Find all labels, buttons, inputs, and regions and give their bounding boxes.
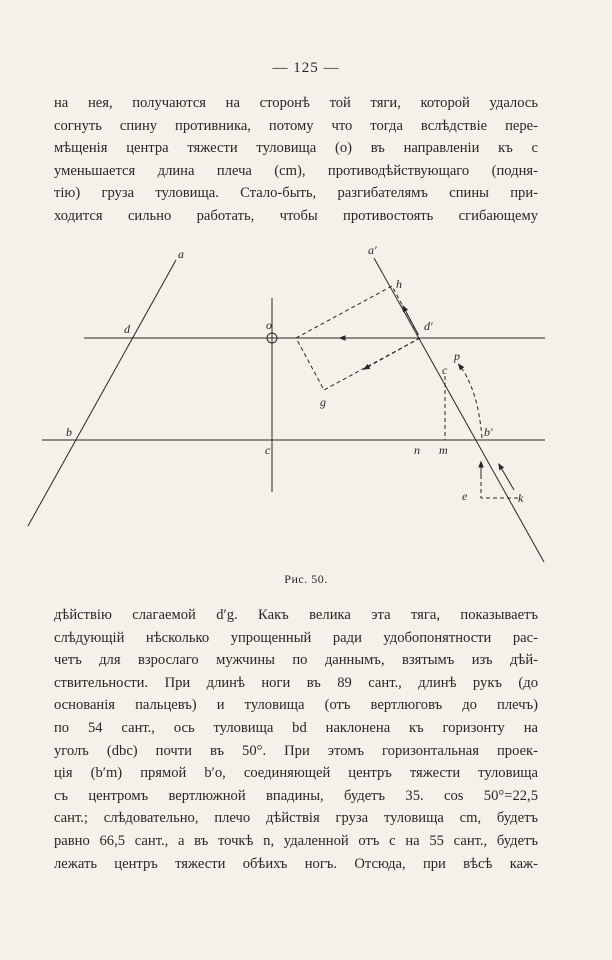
- text-line: согнуть спину противника, потому что тогда вслѣдствіе пере-: [54, 117, 538, 134]
- text-line: ходится сильно работать, чтобы противостоять сгибающему: [54, 207, 538, 224]
- top-paragraph: [54, 92, 538, 228]
- text-line: основанія пальцевъ) и туловища (отъ вертлюговъ до плечъ): [54, 697, 538, 714]
- label-h: h: [396, 277, 402, 291]
- label-p: p: [454, 349, 460, 363]
- text-line: ствительности. При длинѣ ноги въ 89 сант., длинѣ рукъ (до: [54, 674, 538, 691]
- label-k: k: [518, 491, 524, 505]
- force-arrow-dg: [366, 338, 420, 368]
- text-line: тію) груза туловища. Стало-быть, разгибателямъ спины при-: [54, 185, 538, 202]
- text-line: мѣщенія центра тяжести туловища (o) въ направленіи къ c: [54, 140, 538, 157]
- label-c-upper: c: [442, 363, 448, 377]
- label-a-prime: a′: [368, 243, 377, 257]
- label-o: o: [266, 318, 272, 332]
- geometry-diagram: [0, 230, 612, 570]
- text-line: четъ для взрослаго мужчины по даннымъ, взятымъ изъ дѣй-: [54, 652, 538, 669]
- text-line: слѣдующій нѣсколько упрощенный ради удобопонятности рас-: [54, 629, 538, 646]
- label-b: b: [66, 425, 72, 439]
- dashed-arc-p: [460, 366, 482, 438]
- line-ab: [28, 260, 176, 526]
- text-line: дѣйствію слагаемой d′g. Какъ велика эта тяга, показываетъ: [54, 607, 538, 623]
- text-line: на нея, получаются на сторонѣ той тяги, которой удалось: [54, 95, 538, 111]
- figure-50: [0, 230, 612, 590]
- label-e: e: [462, 489, 468, 503]
- text-line: лежать центръ тяжести обѣихъ ногъ. Отсюда, при вѣсѣ каж-: [54, 855, 538, 872]
- page-number: — 125 —: [272, 60, 340, 76]
- text-line: съ центромъ вертлюжной впадины, будетъ 35. cos 50°=22,5: [54, 787, 538, 804]
- label-d: d: [124, 322, 130, 336]
- force-arrow-dh: [404, 308, 418, 334]
- label-n: n: [414, 443, 420, 457]
- text-line: уголъ (dbc) почти въ 50°. При этомъ горизонтальная проек-: [54, 742, 538, 759]
- text-line: по 54 сант., ось туловища bd наклонена къ горизонту на: [54, 719, 538, 736]
- text-line: уменьшается длина плеча (cm), противодѣйствующаго (подня-: [54, 162, 538, 179]
- bottom-paragraph: [54, 604, 538, 875]
- text-line: сант.; слѣдовательно, плечо дѣйствія груза туловища cm, будетъ: [54, 810, 538, 827]
- text-line: ція (b′m) прямой b′o, соединяющей центръ тяжести туловища: [54, 765, 538, 782]
- line-a-prime-b-prime: [374, 258, 544, 562]
- label-a: a: [178, 247, 184, 261]
- label-g: g: [320, 395, 326, 409]
- text-line: равно 66,5 сант., а въ точкѣ n, удаленной отъ c на 55 сант., будетъ: [54, 832, 538, 849]
- label-m: m: [439, 443, 448, 457]
- label-b-prime: b′: [484, 425, 493, 439]
- label-c-lower: c: [265, 443, 271, 457]
- label-d-prime: d′: [424, 319, 433, 333]
- figure-caption: Рис. 50.: [284, 572, 328, 586]
